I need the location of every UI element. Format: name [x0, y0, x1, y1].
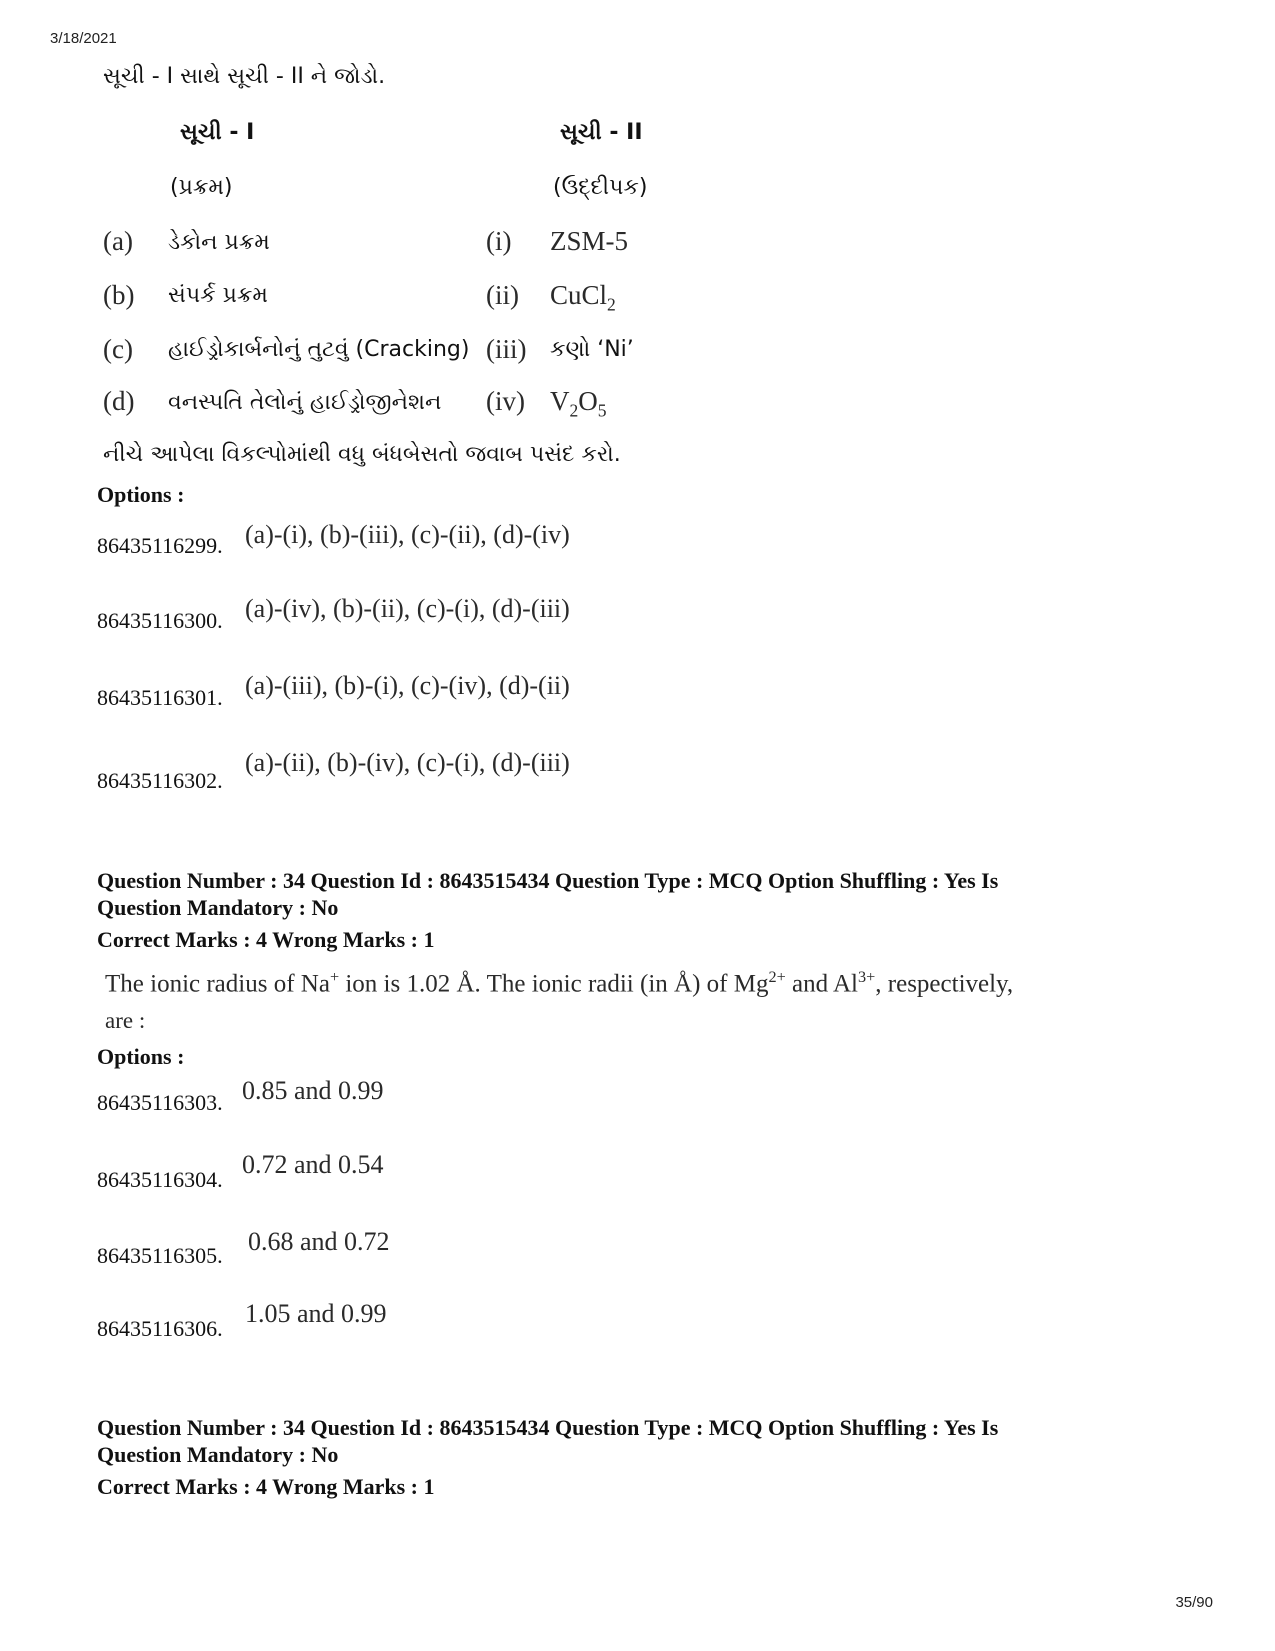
row-num: (iv) — [486, 386, 525, 416]
row-item: હાઈડ્રોકાર્બનોનું તુટવું (Cracking) — [168, 337, 470, 362]
option-text: (a)-(i), (b)-(iii), (c)-(ii), (d)-(iv) — [245, 520, 570, 549]
option-id: 86435116301. — [97, 685, 223, 710]
row-label: (c) — [103, 334, 133, 364]
option-text: (a)-(iv), (b)-(ii), (c)-(i), (d)-(iii) — [245, 594, 570, 623]
row-num: (i) — [486, 226, 512, 256]
question-mandatory: Question Mandatory : No — [97, 895, 339, 920]
row-item: ડેકોન પ્રક્રમ — [168, 230, 270, 255]
question-meta: Question Number : 34 Question Id : 8643515434 Question Type : MCQ Option Shuffling : Yes Is — [97, 1415, 999, 1440]
option-text: (a)-(ii), (b)-(iv), (c)-(i), (d)-(iii) — [245, 748, 570, 777]
option-id: 86435116299. — [97, 533, 223, 558]
row-catalyst: $V_2O_5$ — [550, 386, 607, 421]
row-label: (b) — [103, 280, 135, 310]
options-label: Options : — [97, 482, 185, 507]
question-mandatory: Question Mandatory : No — [97, 1442, 339, 1467]
match-instruction: સૂચી - I સાથે સૂચી - II ને જોડો. — [103, 64, 386, 89]
page-number: 35/90 — [1175, 1594, 1213, 1611]
option-id: 86435116304. — [97, 1167, 223, 1192]
question-stem-cont: are : — [105, 1008, 146, 1033]
option-id: 86435116302. — [97, 768, 223, 793]
option-text: 0.72 and 0.54 — [242, 1150, 384, 1179]
list1-subtitle: (પ્રક્રમ) — [170, 175, 233, 200]
row-label: (a) — [103, 226, 133, 256]
option-id: 86435116300. — [97, 608, 223, 633]
option-text: 1.05 and 0.99 — [245, 1299, 387, 1328]
row-catalyst: CuCl$_2$ — [550, 280, 616, 315]
option-id: 86435116306. — [97, 1316, 223, 1341]
question-stem: The ionic radius of Na+ ion is 1.02 Å. The ionic radii (in Å) of $Mg^{2+}$ and $Al^{3+}$, respectively, — [105, 968, 1014, 998]
print-date: 3/18/2021 — [50, 30, 117, 47]
question-marks: Correct Marks : 4 Wrong Marks : 1 — [97, 1474, 435, 1499]
list1-title: સૂચી - I — [180, 120, 255, 145]
question-marks: Correct Marks : 4 Wrong Marks : 1 — [97, 927, 435, 952]
list2-title: સૂચી - II — [560, 120, 643, 145]
row-catalyst: કણો ‘Ni’ — [550, 337, 634, 362]
row-num: (iii) — [486, 334, 527, 364]
option-text: 0.85 and 0.99 — [242, 1076, 384, 1105]
row-item: સંપર્ક પ્રક્રમ — [168, 283, 268, 308]
row-item: વનસ્પતિ તેલોનું હાઈડ્રોજીનેશન — [168, 390, 442, 415]
option-text: 0.68 and 0.72 — [248, 1227, 390, 1256]
list2-subtitle: (ઉદ્દીપક) — [553, 175, 648, 200]
row-catalyst: ZSM-5 — [550, 226, 629, 256]
option-id: 86435116303. — [97, 1090, 223, 1115]
choose-instruction: નીચે આપેલા વિકલ્પોમાંથી વધુ બંધબેસતો જવાબ પસંદ કરો. — [103, 442, 621, 467]
option-text: (a)-(iii), (b)-(i), (c)-(iv), (d)-(ii) — [245, 671, 570, 700]
option-id: 86435116305. — [97, 1243, 223, 1268]
options-label: Options : — [97, 1044, 185, 1069]
question-meta: Question Number : 34 Question Id : 8643515434 Question Type : MCQ Option Shuffling : Yes Is — [97, 868, 999, 893]
row-label: (d) — [103, 386, 135, 416]
row-num: (ii) — [486, 280, 519, 310]
